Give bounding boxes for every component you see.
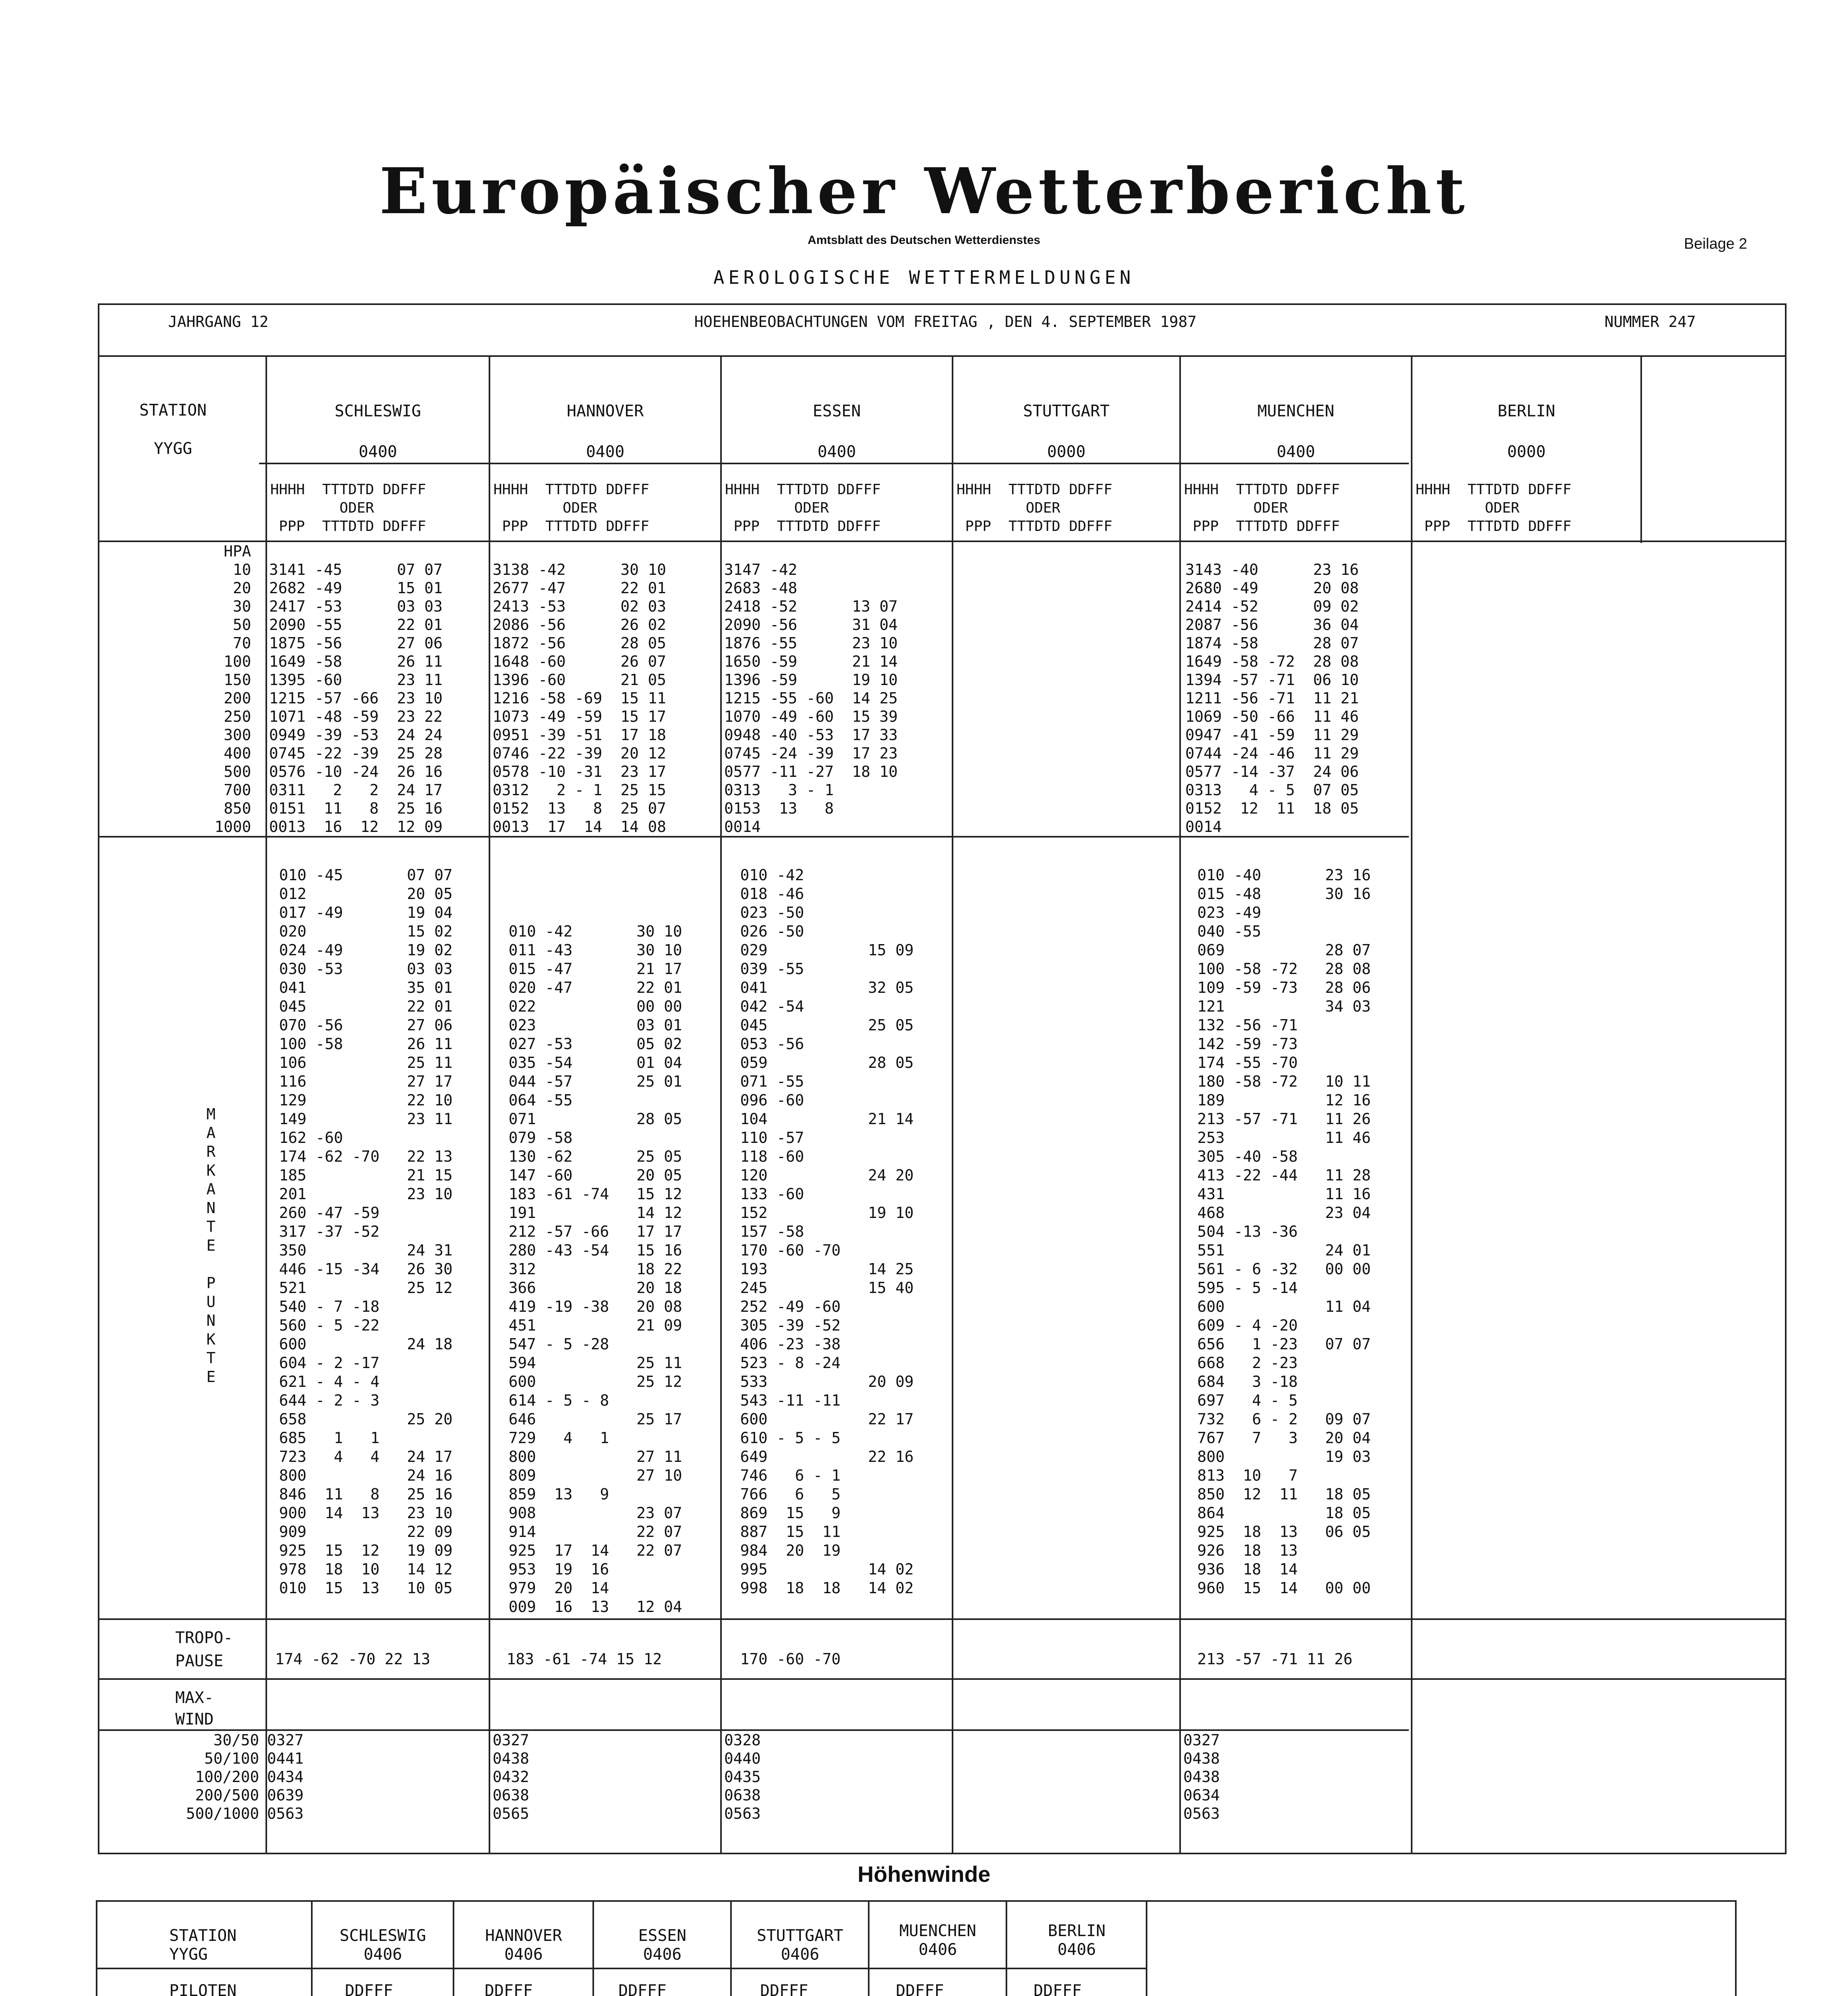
column-rule — [730, 1902, 732, 1996]
station-yygg: 0406 — [363, 1945, 402, 1964]
column-headings: HHHH TTTDTD DDFFF ODER PPP TTTDTD DDFFF — [270, 481, 426, 535]
divider — [99, 1678, 1785, 1680]
upper-winds-title: Höhenwinde — [858, 1861, 990, 1887]
piloten-label: PILOTEN — [169, 1982, 237, 1996]
column-rule — [1179, 355, 1181, 1854]
station-name: ESSEN — [812, 402, 861, 420]
tropopause-essen: 170 -60 -70 — [740, 1650, 841, 1668]
beilage-label: Beilage 2 — [1684, 236, 1747, 252]
station-summit: DDFFF — [1034, 1982, 1082, 1996]
station-yygg: 0400 — [817, 443, 856, 461]
issue-number: NUMMER 247 — [1604, 313, 1696, 331]
station-yygg: 0400 — [1276, 443, 1315, 461]
station-name: STUTTGART — [1023, 402, 1110, 420]
column-rule — [453, 1902, 454, 1996]
station-summit: DDFFF — [618, 1982, 667, 1996]
significant-points-muenchen: 010 -40 23 16 015 -48 30 16 023 -49 040 -55 069 28 07 100 -58 -72 28 08 109 -59 -73 28 06 121 34 03 132 -56 -71 142 -59 -73 174 -55 -70 180 -58 -72 10 11 189 12 16 213 -57 -71 11 26 253 11 46 305 -40 -58 413 -22 -44 11 28 431 11 16 468 23 04 504 -13 -36 551 24 01 561 - 6 -32 00 00 595 - 5 -14 600 11 04 609 - 4 -20 656 1 -23 07 07 668 2 -23 684 3 -18 697 4 - 5 732 6 - 2 09 07 767 7 3 20 04 800 19 03 813 10 7 850 12 11 18 05 864 18 05 925 18 13 06 05 926 18 13 936 18 14 960 15 14 00 00 — [1197, 866, 1371, 1597]
column-rule — [720, 355, 722, 1854]
column-headings: HHHH TTTDTD DDFFF ODER PPP TTTDTD DDFFF — [493, 481, 650, 535]
column-rule — [265, 355, 267, 1854]
column-rule — [592, 1902, 594, 1996]
layer-schleswig: 0327 0441 0434 0639 0563 — [267, 1731, 304, 1822]
station-summit: DDFFF — [896, 1982, 944, 1996]
station-label: STATION YYGG — [139, 401, 207, 458]
column-rule — [1146, 1902, 1147, 1996]
max-wind-label: MAX- WIND — [175, 1689, 214, 1729]
column-rule — [311, 1902, 313, 1996]
tropopause-hannover: 183 -61 -74 15 12 — [507, 1650, 662, 1668]
divider — [99, 541, 1785, 542]
column-rule — [1006, 1902, 1007, 1996]
station-summit: DDFFF — [345, 1982, 393, 1996]
station-name: ESSEN — [638, 1927, 687, 1945]
station-summit: DDFFF — [485, 1982, 533, 1996]
column-rule — [489, 355, 490, 1854]
divider — [99, 355, 1785, 357]
significant-points-schleswig: 010 -45 07 07 012 20 05 017 -49 19 04 020 15 02 024 -49 19 02 030 -53 03 03 041 35 01 045 22 01 070 -56 27 06 100 -58 26 11 106 25 11 116 27 17 129 22 10 149 23 11 162 -60 174 -62 -70 22 13 185 21 15 201 23 10 260 -47 -59 317 -37 -52 350 24 31 446 -15 -34 26 30 521 25 12 540 - 7 -18 560 - 5 -22 600 24 18 604 - 2 -17 621 - 4 - 4 644 - 2 - 3 658 25 20 685 1 1 723 4 4 24 17 800 24 16 846 11 8 25 16 900 14 13 23 10 909 22 09 925 15 12 19 09 978 18 10 14 12 010 15 13 10 05 — [279, 866, 453, 1597]
layer-hannover: 0327 0438 0432 0638 0565 — [493, 1731, 529, 1822]
station-yygg: 0406 — [1057, 1941, 1096, 1959]
station-name: BERLIN — [1497, 402, 1555, 420]
station-name: BERLIN — [1048, 1922, 1106, 1940]
station-yygg: 0406 — [643, 1945, 682, 1964]
station-yygg: 0400 — [359, 443, 397, 461]
tropopause-label: TROPO- PAUSE — [175, 1629, 233, 1670]
divider — [99, 836, 1409, 838]
aerological-table — [98, 303, 1787, 1854]
pressure-levels: HPA 10 20 30 50 70 100 150 200 250 300 400 500 700 850 1000 — [214, 543, 251, 836]
section-title: AEROLOGISCHE WETTERMELDUNGEN — [713, 267, 1135, 288]
column-rule — [868, 1902, 870, 1996]
station-name: SCHLESWIG — [335, 402, 421, 420]
layer-muenchen: 0327 0438 0438 0634 0563 — [1183, 1731, 1220, 1822]
station-name: MUENCHEN — [1257, 402, 1335, 420]
column-rule — [952, 355, 953, 1854]
tropopause-schleswig: 174 -62 -70 22 13 — [275, 1650, 430, 1668]
std-levels-hannover: 3138 -42 30 10 2677 -47 22 01 2413 -53 02 03 2086 -56 26 02 1872 -56 28 05 1648 -60 26 07 1396 -60 21 05 1216 -58 -69 15 11 1073 -49 -59 15 17 0951 -39 -51 17 18 0746 -22 -39 20 12 0578 -10 -31 23 17 0312 2 - 1 25 15 0152 13 8 25 07 0013 17 14 14 08 — [493, 561, 666, 836]
station-yygg: 0406 — [918, 1941, 957, 1959]
column-headings: HHHH TTTDTD DDFFF ODER PPP TTTDTD DDFFF — [957, 481, 1113, 535]
station-yygg: 0400 — [586, 443, 625, 461]
station-yygg: 0406 — [780, 1945, 820, 1964]
divider — [99, 1618, 1785, 1620]
divider — [97, 1968, 1147, 1969]
column-headings: HHHH TTTDTD DDFFF ODER PPP TTTDTD DDFFF — [725, 481, 881, 535]
column-headings: HHHH TTTDTD DDFFF ODER PPP TTTDTD DDFFF — [1184, 481, 1340, 535]
station-yygg: 0000 — [1047, 443, 1086, 461]
station-yygg: 0000 — [1507, 443, 1546, 461]
station-yygg: 0406 — [504, 1945, 543, 1964]
tropopause-muenchen: 213 -57 -71 11 26 — [1197, 1650, 1353, 1668]
column-rule — [1411, 355, 1412, 1854]
std-levels-schleswig: 3141 -45 07 07 2682 -49 15 01 2417 -53 03 03 2090 -55 22 01 1875 -56 27 06 1649 -58 26 11 1395 -60 23 11 1215 -57 -66 23 10 1071 -48 -59 23 22 0949 -39 -53 24 24 0745 -22 -39 25 28 0576 -10 -24 26 16 0311 2 2 24 17 0151 11 8 25 16 0013 16 12 12 09 — [269, 561, 443, 836]
column-headings: HHHH TTTDTD DDFFF ODER PPP TTTDTD DDFFF — [1416, 481, 1572, 535]
std-levels-muenchen: 3143 -40 23 16 2680 -49 20 08 2414 -52 09 02 2087 -56 36 04 1874 -58 28 07 1649 -58 -72 28 08 1394 -57 -71 06 10 1211 -56 -71 11 21 1069 -50 -66 11 46 0947 -41 -59 11 29 0744 -24 -46 11 29 0577 -14 -37 24 06 0313 4 - 5 07 05 0152 12 11 18 05 0014 — [1185, 561, 1359, 836]
std-levels-essen: 3147 -42 2683 -48 2418 -52 13 07 2090 -56 31 04 1876 -55 23 10 1650 -59 21 14 1396 -59 19 10 1215 -55 -60 14 25 1070 -49 -60 15 39 0948 -40 -53 17 33 0745 -24 -39 17 23 0577 -11 -27 18 10 0313 3 - 1 0153 13 8 0014 — [724, 561, 898, 836]
upper-winds-table — [96, 1900, 1737, 1996]
significant-points-hannover: 010 -42 30 10 011 -43 30 10 015 -47 21 17 020 -47 22 01 022 00 00 023 03 01 027 -53 05 02 035 -54 01 04 044 -57 25 01 064 -55 071 28 05 079 -58 130 -62 25 05 147 -60 20 05 183 -61 -74 15 12 191 14 12 212 -57 -66 17 17 280 -43 -54 15 16 312 18 22 366 20 18 419 -19 -38 20 08 451 21 09 547 - 5 -28 594 25 11 600 25 12 614 - 5 - 8 646 25 17 729 4 1 800 27 11 809 27 10 859 13 9 908 23 07 914 22 07 925 17 14 22 07 953 19 16 979 20 14 009 16 13 12 04 — [509, 923, 682, 1616]
column-rule — [1640, 355, 1642, 543]
subtitle: Amtsblatt des Deutschen Wetterdienstes — [808, 234, 1040, 247]
station-label: STATION YYGG — [169, 1927, 237, 1964]
divider — [259, 463, 1409, 464]
layer-essen: 0328 0440 0435 0638 0563 — [724, 1731, 761, 1822]
layer-labels: 30/50 50/100 100/200 200/500 500/1000 — [186, 1731, 259, 1822]
jahrgang: JAHRGANG 12 — [168, 313, 269, 331]
significant-points-essen: 010 -42 018 -46 023 -50 026 -50 029 15 09 039 -55 041 32 05 042 -54 045 25 05 053 -56 059 28 05 071 -55 096 -60 104 21 14 110 -57 118 -60 120 24 20 133 -60 152 19 10 157 -58 170 -60 -70 193 14 25 245 15 40 252 -49 -60 305 -39 -52 406 -23 -38 523 - 8 -24 533 20 09 543 -11 -11 600 22 17 610 - 5 - 5 649 22 16 746 6 - 1 766 6 5 869 15 9 887 15 11 984 20 19 995 14 02 998 18 18 14 02 — [740, 866, 914, 1597]
station-name: HANNOVER — [566, 402, 644, 420]
observation-date: HOEHENBEOBACHTUNGEN VOM FREITAG , DEN 4. SEPTEMBER 1987 — [694, 313, 1197, 331]
station-name: HANNOVER — [485, 1927, 562, 1945]
page-title: Europäischer Wetterbericht — [379, 154, 1469, 228]
station-summit: DDFFF — [760, 1982, 808, 1996]
station-name: SCHLESWIG — [339, 1927, 426, 1945]
significant-points-label: M A R K A N T E P U N K T E — [206, 1105, 216, 1386]
station-name: MUENCHEN — [899, 1922, 976, 1940]
station-name: STUTTGART — [757, 1927, 844, 1945]
